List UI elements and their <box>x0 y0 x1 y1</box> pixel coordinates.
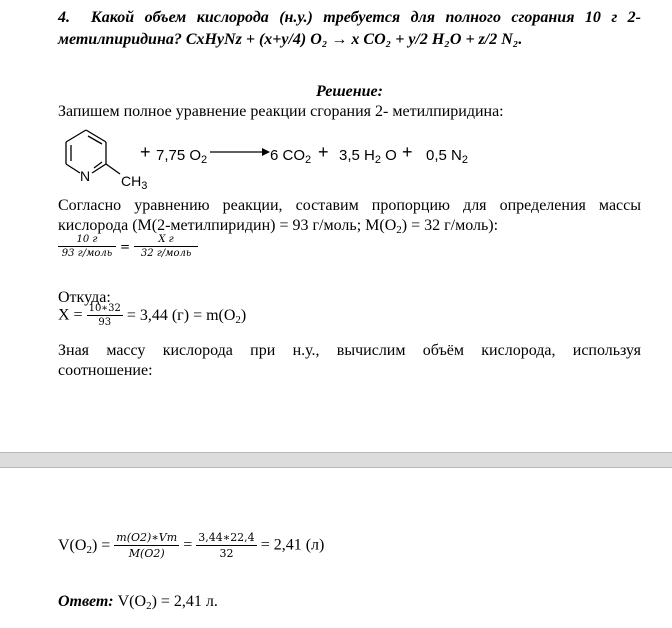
proportion-fraction-2: $\frac{\text{X г}}{\text{32 г/моль}}$ <box>134 233 198 260</box>
volume-text-1: Зная массу кислорода при н.у., вычислим объём кислорода, используя <box>58 342 641 359</box>
intro-text: Запишем полное уравнение реакции сгорания 2- метилпиридина: <box>58 103 504 120</box>
volume-calculation: $V(O_2)$ = $\frac{m(O2)∗Vm}{M(O2)}$ = $\frac{3,44∗22,4}{32}$ = 2,41 (л) <box>58 531 325 560</box>
answer-label: Ответ: <box>58 593 114 610</box>
oxygen-reactant: 7,75 $O_2$ <box>156 147 208 166</box>
methyl-label: $CH_3$ <box>121 173 148 192</box>
reaction-equation <box>58 126 478 190</box>
solution-heading: Решение: <box>316 83 383 100</box>
x-calculation: X = $\frac{10∗32}{93}$ = 3,44 $(г) = m(O_2)$ <box>58 303 247 328</box>
h2o-product: 3,5 $H_2$ O <box>339 147 397 166</box>
document-page-2 <box>0 468 672 628</box>
proportion-text-1: Согласно уравнению реакции, составим пропорцию для определения массы <box>58 197 641 214</box>
answer-line: Ответ: $V(O_2) = 2,41$ л. <box>58 593 218 612</box>
n2-product: 0,5 $N_2$ <box>426 147 468 166</box>
volume-fraction-2: $\frac{3,44∗22,4}{32}$ <box>198 531 255 560</box>
problem-number: 4. <box>58 9 70 26</box>
plus-1: + <box>140 142 151 162</box>
volume-text-2: соотношение: <box>58 362 153 379</box>
proportion-text-2: кислорода (М(2-метилпиридин) = 93 г/моль; $М(O_2) = 32$ г/моль): <box>58 217 499 236</box>
nitrogen-label: N <box>80 168 91 184</box>
plus-2: + <box>318 142 329 162</box>
problem-text-2: метилпиридина? CxHyNz + (x+y/4) O₂ → x CO₂ + y/2 H₂O + z/2 N₂. <box>58 31 523 48</box>
problem-line-2 <box>58 30 641 50</box>
problem-line-1 <box>58 8 641 28</box>
proportion-formula: $\frac{10 г}{\text{93 г/моль}}$ = $\frac{\text{X г}}{\text{32 г/моль}}$ <box>58 233 198 267</box>
page-break <box>0 452 672 468</box>
problem-text-1: Какой объем кислорода (н.у.) требуется для полного сгорания 10 г 2- <box>90 9 641 26</box>
x-fraction: $\frac{10∗32}{93}$ <box>88 303 121 328</box>
whence-label: Откуда: <box>58 289 111 306</box>
reaction-arrow-icon <box>210 146 270 158</box>
proportion-fraction-1: $\frac{10 г}{\text{93 г/моль}}$ <box>58 233 116 260</box>
plus-3: + <box>402 142 413 162</box>
volume-fraction-1: $\frac{m(O2)∗Vm}{M(O2)}$ <box>116 531 178 560</box>
co2-product: 6 $CO_2$ <box>270 147 312 166</box>
